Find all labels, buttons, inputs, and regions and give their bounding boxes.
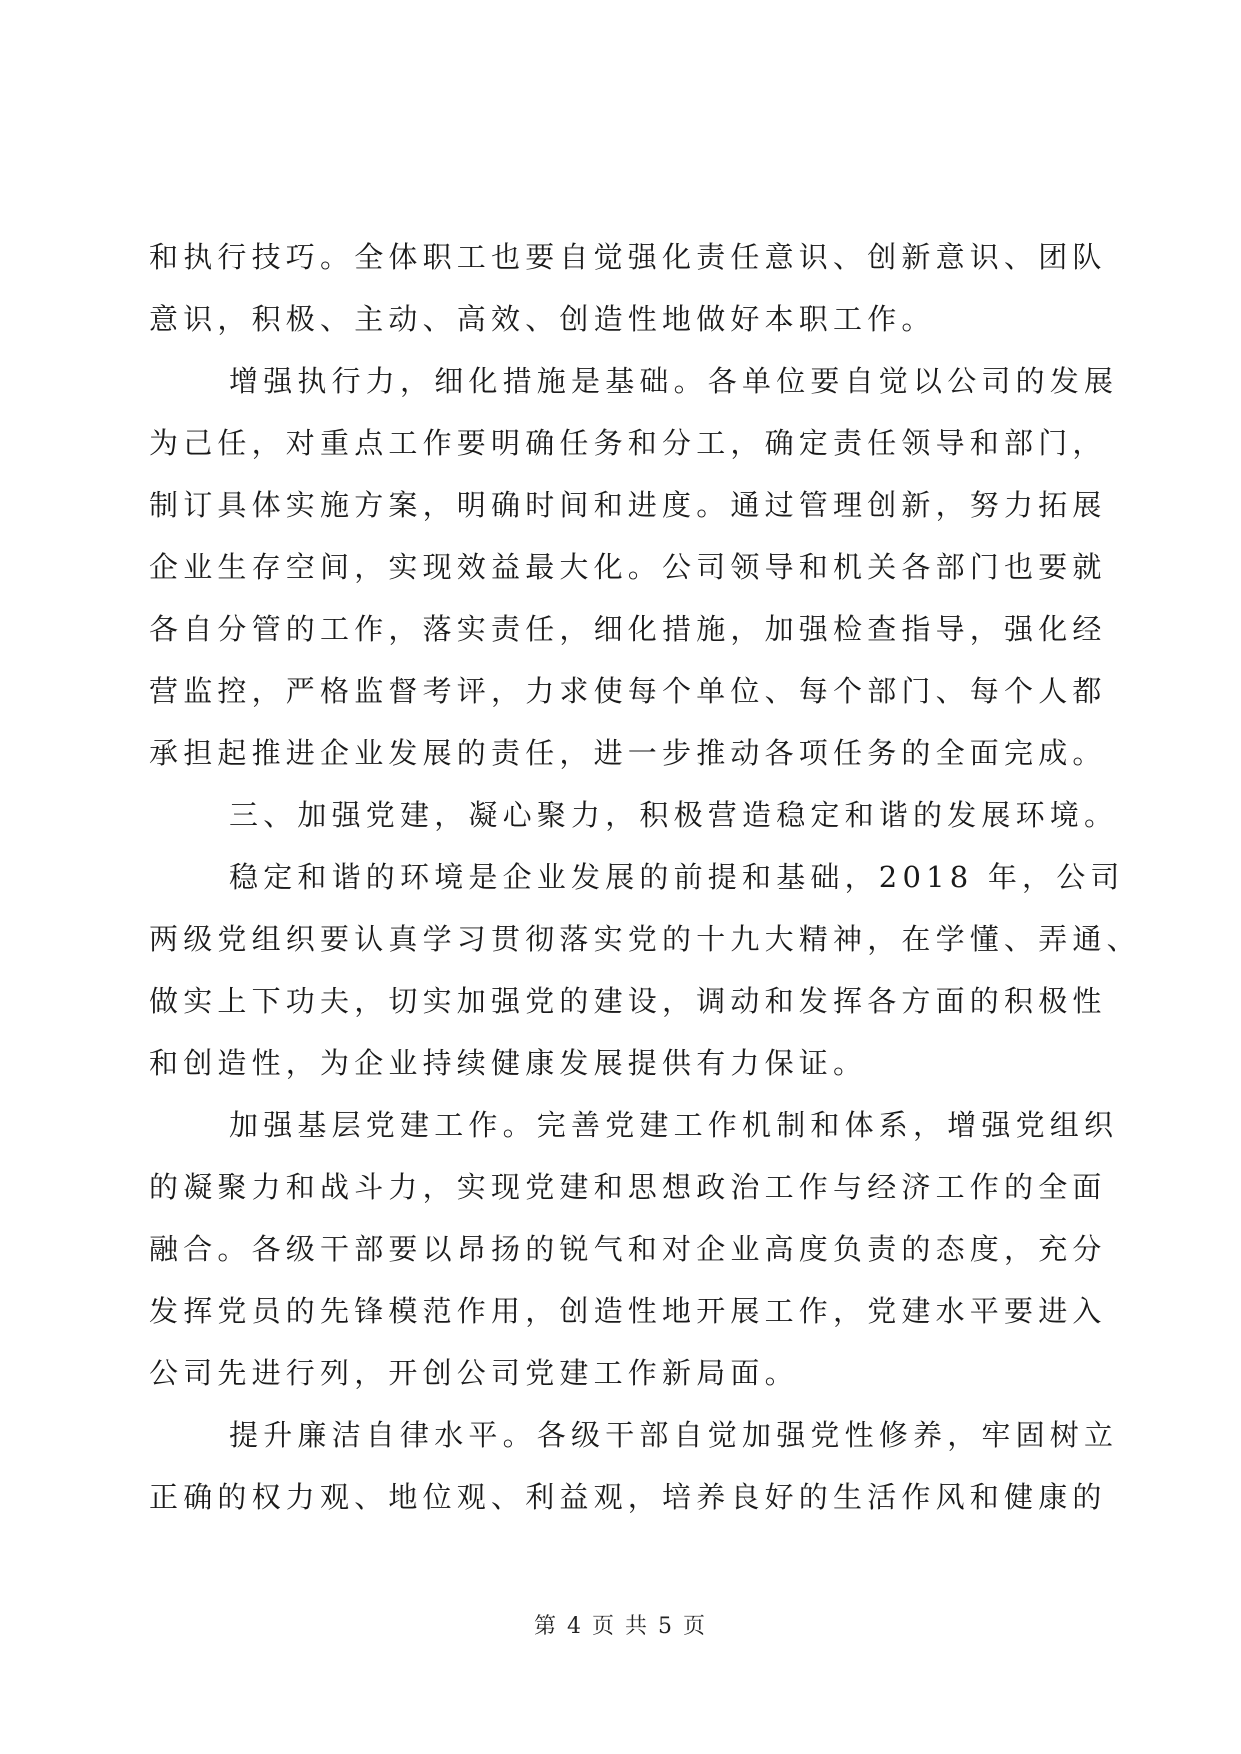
- text-line-7: 各自分管的工作，落实责任，细化措施，加强检查指导，强化经: [149, 612, 1107, 646]
- text-line-15: 加强基层党建工作。完善党建工作机制和体系，增强党组织: [229, 1108, 1119, 1142]
- text-line-16: 的凝聚力和战斗力，实现党建和思想政治工作与经济工作的全面: [149, 1170, 1107, 1204]
- text-line-20: 提升廉洁自律水平。各级干部自觉加强党性修养，牢固树立: [229, 1418, 1119, 1452]
- page-number: 第 4 页 共 5 页: [534, 1614, 707, 1639]
- text-line-8: 营监控，严格监督考评，力求使每个单位、每个部门、每个人都: [149, 674, 1107, 708]
- text-line-4: 为己任，对重点工作要明确任务和分工，确定责任领导和部门，: [149, 426, 1107, 460]
- text-line-5: 制订具体实施方案，明确时间和进度。通过管理创新，努力拓展: [149, 488, 1107, 522]
- text-line-21: 正确的权力观、地位观、利益观，培养良好的生活作风和健康的: [149, 1480, 1107, 1514]
- text-line-3: 增强执行力，细化措施是基础。各单位要自觉以公司的发展: [229, 364, 1119, 398]
- text-line-2: 意识，积极、主动、高效、创造性地做好本职工作。: [149, 302, 936, 336]
- text-line-18: 发挥党员的先锋模范作用，创造性地开展工作，党建水平要进入: [149, 1294, 1107, 1328]
- text-line-13: 做实上下功夫，切实加强党的建设，调动和发挥各方面的积极性: [149, 984, 1107, 1018]
- text-line-11: 稳定和谐的环境是企业发展的前提和基础，2018 年，公司: [229, 860, 1125, 894]
- text-line-19: 公司先进行列，开创公司党建工作新局面。: [149, 1356, 799, 1390]
- text-line-6: 企业生存空间，实现效益最大化。公司领导和机关各部门也要就: [149, 550, 1107, 584]
- page-footer: [0, 1609, 1241, 1640]
- document-body: [149, 226, 1141, 1528]
- text-line-17: 融合。各级干部要以昂扬的锐气和对企业高度负责的态度，充分: [149, 1232, 1107, 1266]
- text-line-9: 承担起推进企业发展的责任，进一步推动各项任务的全面完成。: [149, 736, 1107, 770]
- text-line-12: 两级党组织要认真学习贯彻落实党的十九大精神，在学懂、弄通、: [149, 922, 1141, 956]
- text-line-1: 和执行技巧。全体职工也要自觉强化责任意识、创新意识、团队: [149, 240, 1107, 274]
- text-line-14: 和创造性，为企业持续健康发展提供有力保证。: [149, 1046, 868, 1080]
- section-heading: 三、加强党建，凝心聚力，积极营造稳定和谐的发展环境。: [229, 798, 1119, 832]
